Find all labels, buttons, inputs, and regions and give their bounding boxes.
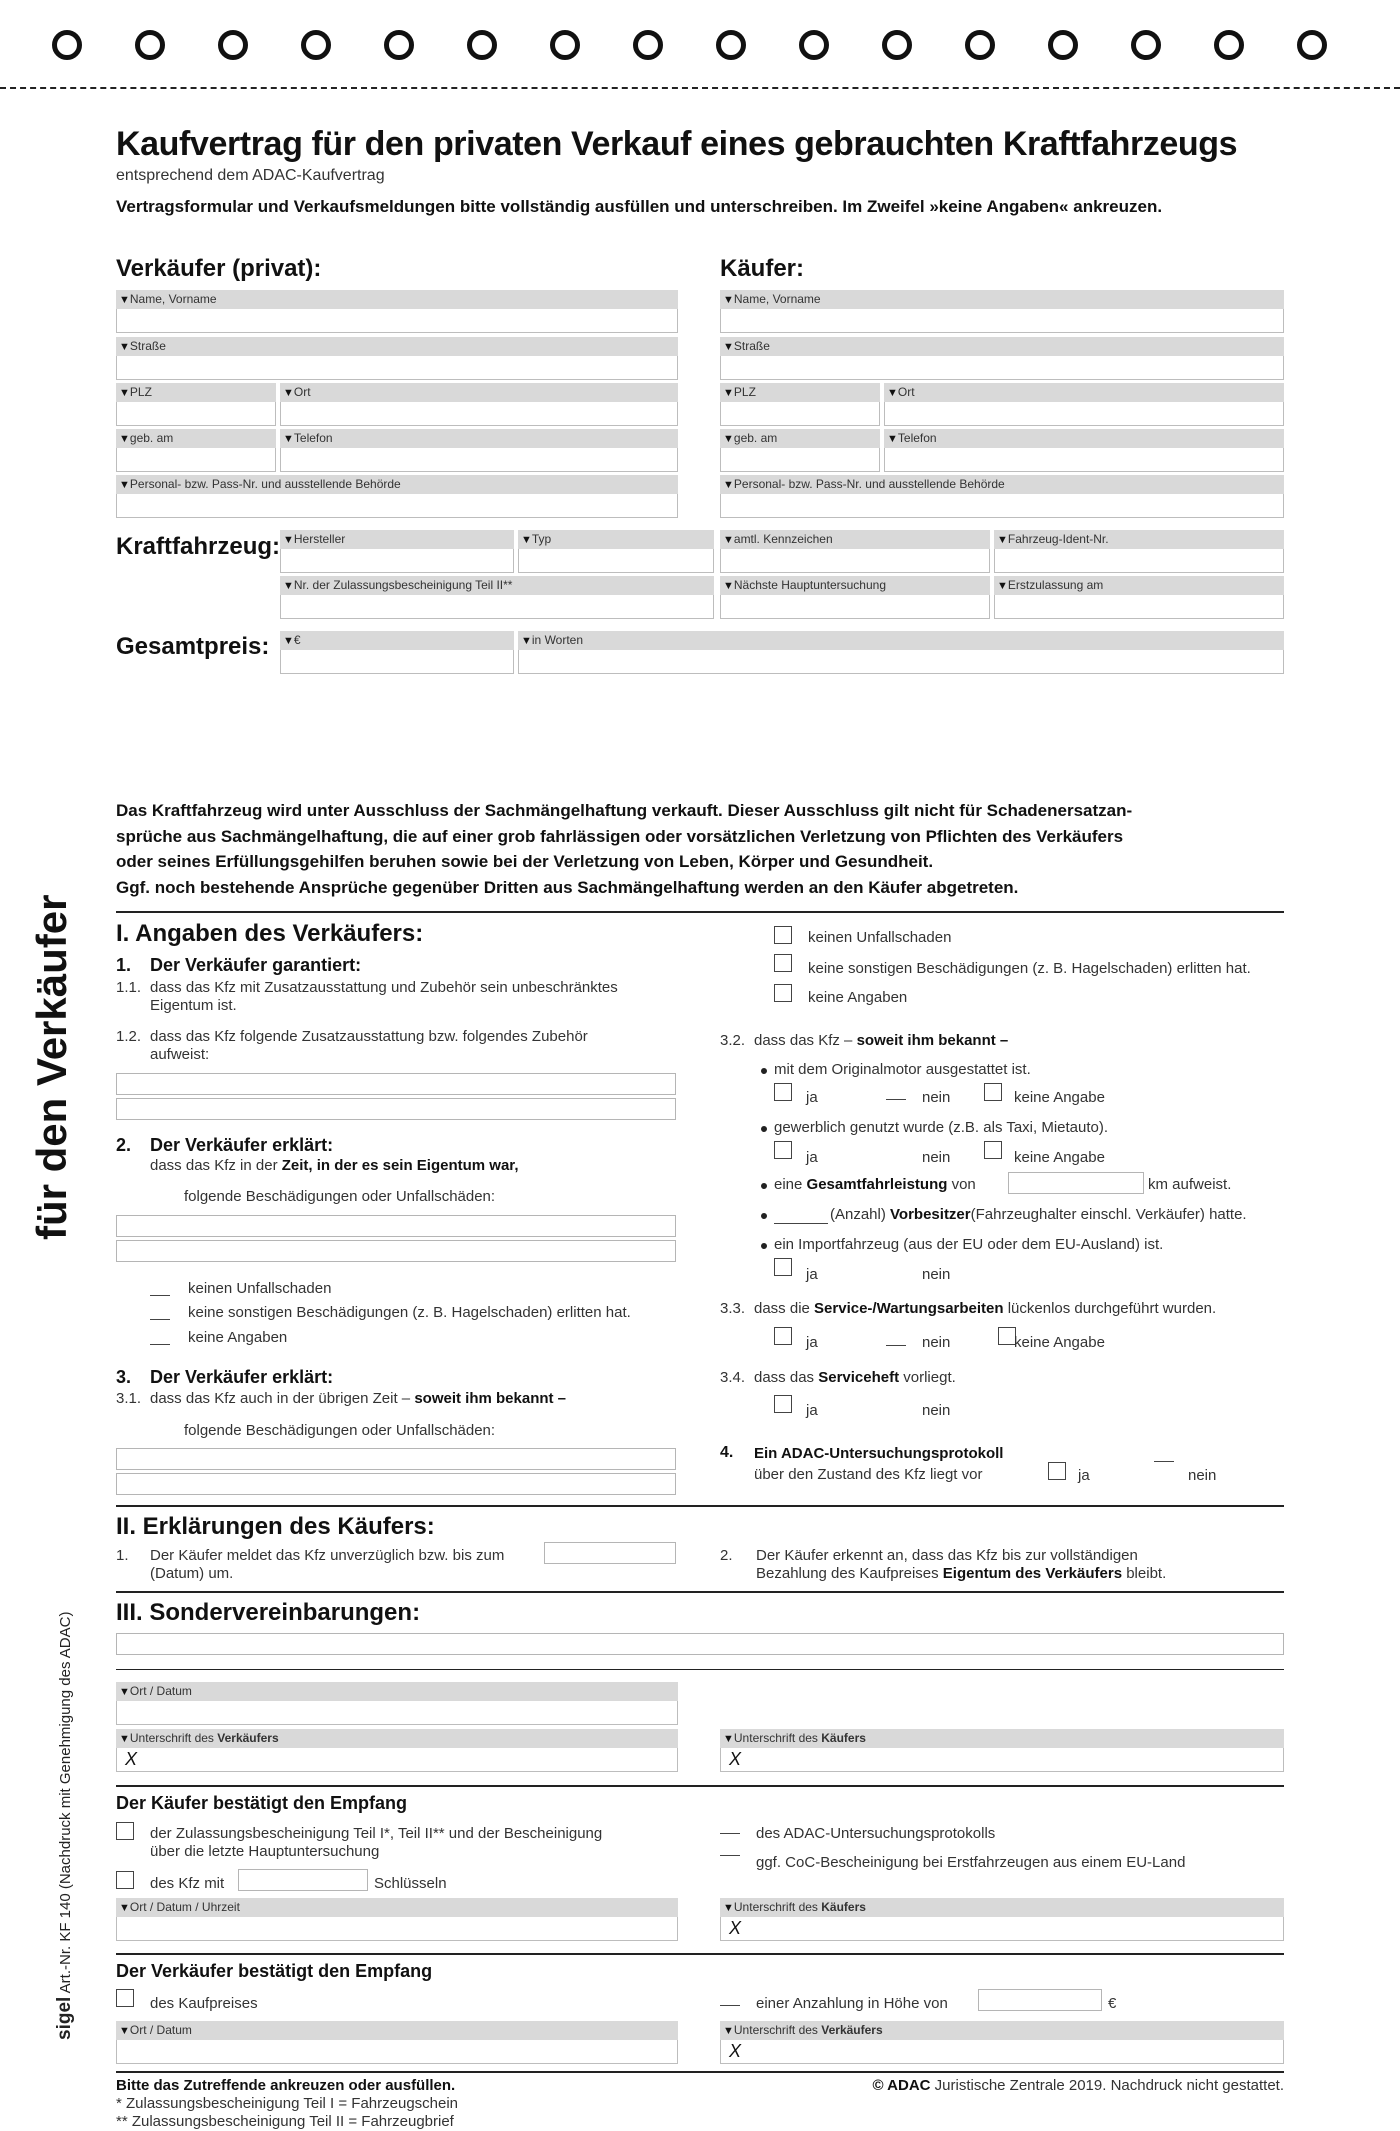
perforation-line [0, 87, 1400, 89]
vehicle-first-reg-field[interactable]: ▼ Erstzulassung am [994, 576, 1284, 619]
damage-input-2[interactable] [116, 1240, 676, 1262]
punch-hole [965, 30, 995, 60]
divider [116, 1669, 1284, 1670]
seller-city-field[interactable]: ▼ Ort [280, 383, 678, 426]
seller-plz-field[interactable]: ▼ PLZ [116, 383, 276, 426]
divider [116, 1953, 1284, 1955]
buyer-name-field[interactable]: ▼ Name, Vorname [720, 290, 1284, 333]
buyer-city-field[interactable]: ▼ Ort [884, 383, 1284, 426]
checkbox-import-ja[interactable] [774, 1258, 792, 1276]
checkbox-deposit[interactable] [720, 2005, 740, 2006]
brand-logo: sigel [54, 1996, 75, 2040]
seller-phone-field[interactable]: ▼ Telefon [280, 429, 678, 472]
key-count-input[interactable] [238, 1869, 368, 1891]
p3-heading: Der Verkäufer erklärt: [150, 1367, 334, 1387]
checkbox-r-no-accident[interactable] [774, 926, 792, 944]
punch-hole [1214, 30, 1244, 60]
seller-id-field[interactable]: ▼ Personal- bzw. Pass-Nr. und ausstellende Behörde [116, 475, 678, 518]
instruction: Vertragsformular und Verkaufsmeldungen bitte vollständig ausfüllen und unterschreiben. Im Zweifel »keine Angaben« ankreuzen. [116, 197, 1163, 216]
vehicle-heading: Kraftfahrzeug: [116, 533, 281, 560]
disclaimer: Das Kraftfahrzeug wird unter Ausschluss der Sachmängelhaftung verkauft. Dieser Ausschluss gilt nicht für Schadenersatzan- sprüche aus Sachmängelhaftung, die auf einer grob fahrlässigen oder vorsätzlichen Verletzung von Pflichten des Verkäufers oder seines Erfüllungsgehilfen beruhen sowie bei der Verletzung von Leben, Körper und Gesundheit. Ggf. noch bestehende Ansprüche gegenüber Dritten aus Sachmängelhaftung werden an den Käufer abgetreten. [116, 801, 1133, 897]
mileage-input[interactable] [1008, 1172, 1144, 1194]
punch-hole [799, 30, 829, 60]
buyer-phone-field[interactable]: ▼ Telefon [884, 429, 1284, 472]
checkbox-coc[interactable] [720, 1855, 740, 1856]
checkbox-service-nein[interactable] [886, 1345, 906, 1346]
checkbox-motor-ja[interactable] [774, 1083, 792, 1101]
checkbox-purchase-price[interactable] [116, 1989, 134, 2007]
place-date-field[interactable]: ▼ Ort / Datum [116, 1682, 678, 1725]
accessory-input-2[interactable] [116, 1098, 676, 1120]
vehicle-type-field[interactable]: ▼ Typ [518, 530, 714, 573]
vehicle-vin-field[interactable]: ▼ Fahrzeug-Ident-Nr. [994, 530, 1284, 573]
punch-hole [1048, 30, 1078, 60]
seller-street-field[interactable]: ▼ Straße [116, 337, 678, 380]
checkbox-registration-docs[interactable] [116, 1822, 134, 1840]
divider [116, 1785, 1284, 1787]
section3-heading: III. Sondervereinbarungen: [116, 1599, 421, 1626]
footnote-1: * Zulassungsbescheinigung Teil I = Fahrzeugschein [116, 2095, 459, 2112]
other-damage-input-1[interactable] [116, 1448, 676, 1470]
price-euro-field[interactable]: ▼ € [280, 631, 514, 674]
p1-heading: Der Verkäufer garantiert: [150, 955, 362, 975]
other-damage-input-2[interactable] [116, 1473, 676, 1495]
price-heading: Gesamtpreis: [116, 633, 270, 660]
seller-heading: Verkäufer (privat): [116, 255, 322, 282]
checkbox-r-no-damage[interactable] [774, 954, 792, 972]
subtitle: entsprechend dem ADAC-Kaufvertrag [116, 167, 385, 184]
footer-note: Bitte das Zutreffende ankreuzen oder ausfüllen. [116, 2077, 456, 2094]
buyer-plz-field[interactable]: ▼ PLZ [720, 383, 880, 426]
vehicle-maker-field[interactable]: ▼ Hersteller [280, 530, 514, 573]
punch-hole [301, 30, 331, 60]
seller-name-field[interactable]: ▼ Name, Vorname [116, 290, 678, 333]
checkbox-commercial-keine[interactable] [984, 1141, 1002, 1159]
vehicle-plate-field[interactable]: ▼ amtl. Kennzeichen [720, 530, 990, 573]
divider [116, 911, 1284, 913]
copyright: © ADAC Juristische Zentrale 2019. Nachdruck nicht gestattet. [872, 2077, 1284, 2094]
buyer-heading: Käufer: [720, 255, 805, 282]
side-note: sigel Art.-Nr. KF 140 (Nachdruck mit Genehmigung des ADAC) [54, 1611, 75, 2040]
punch-hole [550, 30, 580, 60]
seller-signature-field[interactable]: ▼ Unterschrift des Verkäufers X [116, 1729, 678, 1772]
checkbox-serviceheft-ja[interactable] [774, 1395, 792, 1413]
punch-hole [716, 30, 746, 60]
checkbox-protocol-ja[interactable] [1048, 1462, 1066, 1480]
punch-hole [52, 30, 82, 60]
seller-born-field[interactable]: ▼ geb. am [116, 429, 276, 472]
punch-hole [1131, 30, 1161, 60]
buyer-street-field[interactable]: ▼ Straße [720, 337, 1284, 380]
buyer-born-field[interactable]: ▼ geb. am [720, 429, 880, 472]
punch-hole [135, 30, 165, 60]
side-title: für den Verkäufer [28, 894, 75, 1240]
deposit-amount-input[interactable] [978, 1989, 1102, 2011]
footnote-2: ** Zulassungsbescheinigung Teil II = Fahrzeugbrief [116, 2113, 454, 2130]
checkbox-protocol-nein[interactable] [1154, 1461, 1174, 1462]
price-words-field[interactable]: ▼ in Worten [518, 631, 1284, 674]
page-title: Kaufvertrag für den privaten Verkauf eines gebrauchten Kraftfahrzeugs [116, 125, 1238, 163]
divider [116, 1505, 1284, 1507]
receipt-buyer-signature-field[interactable]: ▼ Unterschrift des Käufers X [720, 1898, 1284, 1941]
damage-input-1[interactable] [116, 1215, 676, 1237]
previous-owners-input[interactable] [774, 1223, 828, 1224]
registration-date-input[interactable] [544, 1542, 676, 1564]
seller-receipt-heading: Der Verkäufer bestätigt den Empfang [116, 1961, 433, 1981]
vehicle-hu-field[interactable]: ▼ Nächste Hauptuntersuchung [720, 576, 990, 619]
checkbox-no-info[interactable] [150, 1344, 170, 1345]
checkbox-commercial-ja[interactable] [774, 1141, 792, 1159]
buyer-receipt-heading: Der Käufer bestätigt den Empfang [116, 1793, 408, 1813]
checkbox-r-no-info[interactable] [774, 984, 792, 1002]
checkbox-motor-nein[interactable] [886, 1099, 906, 1100]
checkbox-no-accident[interactable] [150, 1295, 170, 1296]
divider [116, 1591, 1284, 1593]
buyer-id-field[interactable]: ▼ Personal- bzw. Pass-Nr. und ausstellende Behörde [720, 475, 1284, 518]
seller-receipt-place-field[interactable]: ▼ Ort / Datum [116, 2021, 678, 2064]
punch-holes [52, 30, 1352, 66]
section2-heading: II. Erklärungen des Käufers: [116, 1513, 435, 1540]
section1-heading: I. Angaben des Verkäufers: [116, 920, 424, 947]
buyer-signature-field[interactable]: ▼ Unterschrift des Käufers X [720, 1729, 1284, 1772]
checkbox-keys[interactable] [116, 1871, 134, 1889]
checkbox-service-ja[interactable] [774, 1327, 792, 1345]
seller-receipt-signature-field[interactable]: ▼ Unterschrift des Verkäufers X [720, 2021, 1284, 2064]
punch-hole [1297, 30, 1327, 60]
receipt-place-field[interactable]: ▼ Ort / Datum / Uhrzeit [116, 1898, 678, 1941]
special-agreements-input[interactable] [116, 1633, 1284, 1655]
punch-hole [882, 30, 912, 60]
divider [116, 2071, 1284, 2073]
p2-heading: Der Verkäufer erklärt: [150, 1135, 334, 1155]
checkbox-no-damage[interactable] [150, 1319, 170, 1320]
accessory-input-1[interactable] [116, 1073, 676, 1095]
vehicle-zb2-field[interactable]: ▼ Nr. der Zulassungsbescheinigung Teil II** [280, 576, 714, 619]
punch-hole [218, 30, 248, 60]
punch-hole [467, 30, 497, 60]
checkbox-motor-keine[interactable] [984, 1083, 1002, 1101]
checkbox-adac-protocol[interactable] [720, 1833, 740, 1834]
punch-hole [633, 30, 663, 60]
punch-hole [384, 30, 414, 60]
